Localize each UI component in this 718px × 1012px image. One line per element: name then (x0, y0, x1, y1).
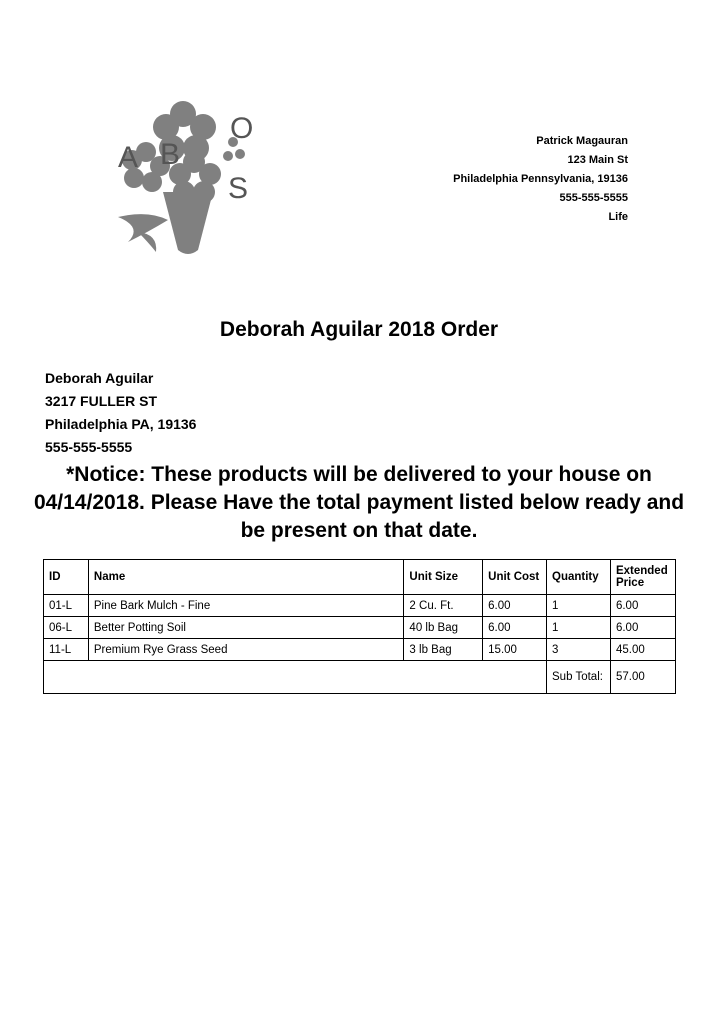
header-id: ID (44, 560, 89, 595)
header-quantity: Quantity (547, 560, 611, 595)
cell-extended-price: 6.00 (610, 617, 675, 639)
logo-letter-a: A (118, 141, 139, 174)
sender-city: Philadelphia Pennsylvania, 19136 (453, 173, 628, 185)
sender-extra: Life (608, 211, 628, 223)
table-row (44, 595, 676, 617)
logo-letter-b: B (160, 138, 181, 171)
cell-unit-cost: 6.00 (483, 595, 547, 617)
header-extended-price: Extended Price (610, 560, 675, 595)
cell-unit-cost: 15.00 (483, 639, 547, 661)
header-unit-cost: Unit Cost (483, 560, 547, 595)
logo-letter-s: S (228, 172, 249, 205)
cell-name: Better Potting Soil (88, 617, 404, 639)
cell-name: Pine Bark Mulch - Fine (88, 595, 404, 617)
table-header-row (44, 560, 676, 595)
cell-extended-price: 6.00 (610, 595, 675, 617)
header-unit-size: Unit Size (404, 560, 483, 595)
cell-quantity: 1 (547, 617, 611, 639)
table-row (44, 639, 676, 661)
flower-bouquet-icon (108, 92, 268, 262)
subtotal-value: 57.00 (610, 661, 675, 694)
table-row (44, 617, 676, 639)
cell-unit-size: 2 Cu. Ft. (404, 595, 483, 617)
recipient-phone: 555-555-5555 (45, 439, 133, 455)
header-name: Name (88, 560, 404, 595)
company-logo (108, 92, 268, 262)
cell-unit-size: 3 lb Bag (404, 639, 483, 661)
subtotal-label: Sub Total: (547, 661, 611, 694)
cell-name: Premium Rye Grass Seed (88, 639, 404, 661)
cell-quantity: 3 (547, 639, 611, 661)
delivery-notice: *Notice: These products will be delivered to your house on 04/14/2018. Please Have the total payment listed below ready and be present on that date. (33, 463, 685, 542)
recipient-address (45, 367, 196, 459)
cell-id: 01-L (44, 595, 89, 617)
recipient-name: Deborah Aguilar (45, 370, 154, 386)
logo-letter-o: O (230, 112, 254, 145)
sender-street: 123 Main St (567, 154, 628, 166)
cell-quantity: 1 (547, 595, 611, 617)
subtotal-row (44, 661, 676, 694)
page-title: Deborah Aguilar 2018 Order (219, 318, 499, 341)
sender-address (453, 132, 628, 227)
recipient-city: Philadelphia PA, 19136 (45, 416, 197, 432)
cell-id: 06-L (44, 617, 89, 639)
subtotal-spacer (44, 661, 547, 694)
order-table (43, 559, 676, 694)
cell-unit-size: 40 lb Bag (404, 617, 483, 639)
cell-id: 11-L (44, 639, 89, 661)
cell-unit-cost: 6.00 (483, 617, 547, 639)
sender-name: Patrick Magauran (536, 135, 628, 147)
cell-extended-price: 45.00 (610, 639, 675, 661)
sender-phone: 555-555-5555 (559, 192, 628, 204)
recipient-street: 3217 FULLER ST (45, 393, 158, 409)
